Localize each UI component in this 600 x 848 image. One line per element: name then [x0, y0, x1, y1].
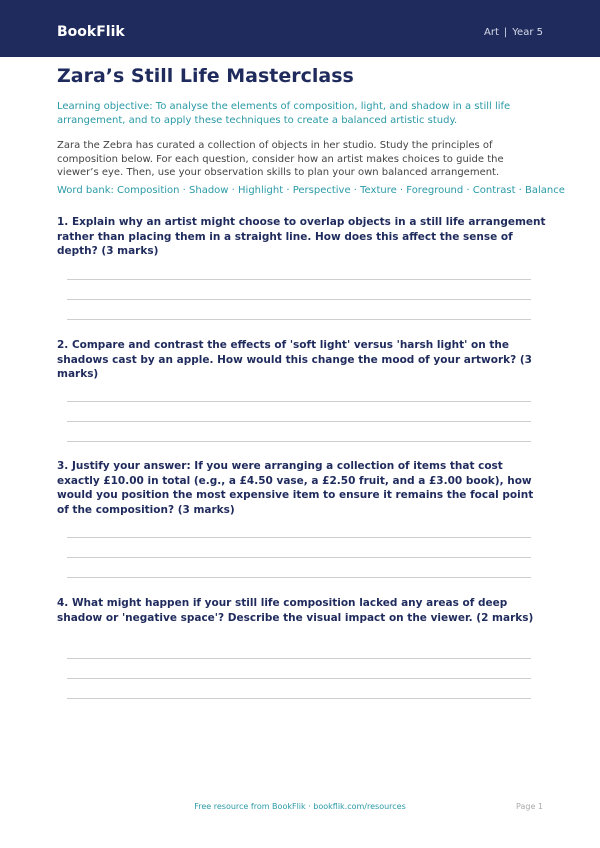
- answer-line[interactable]: [67, 698, 531, 699]
- subject-label: Art: [484, 27, 499, 38]
- page-number: Page 1: [516, 802, 543, 811]
- question-3: 3. Justify your answer: If you were arranging a collection of items that cost exactly £10.00 in total (e.g., a £4.50 vase, a £2.50 fruit, and a £3.00 book), how would you position the most expensive item to ensure it remains the focal point of the composition? (3 marks): [57, 460, 534, 516]
- answer-line[interactable]: [67, 319, 531, 320]
- year-label: Year 5: [512, 27, 543, 38]
- answer-line[interactable]: [67, 421, 531, 422]
- answer-line[interactable]: [67, 401, 531, 402]
- answer-line[interactable]: [67, 279, 531, 280]
- learning-objective: Learning objective: To analyse the elements of composition, light, and shadow in a still life arrangement, and to apply these techniques to create a balanced artistic study.: [57, 101, 511, 126]
- answer-line[interactable]: [67, 441, 531, 442]
- subject-year-label: [484, 26, 543, 40]
- header-bar: [0, 0, 600, 57]
- answer-line[interactable]: [67, 557, 531, 558]
- brand-logo[interactable]: BookFlik: [57, 24, 125, 40]
- question-4: 4. What might happen if your still life composition lacked any areas of deep shadow or 'negative space'? Describe the visual impact on the viewer. (2 marks): [57, 597, 534, 624]
- answer-line[interactable]: [67, 537, 531, 538]
- answer-line[interactable]: [67, 678, 531, 679]
- meta-separator: |: [503, 27, 508, 38]
- answer-line[interactable]: [67, 658, 531, 659]
- question-1: 1. Explain why an artist might choose to overlap objects in a still life arrangement rather than placing them in a straight line. How does this affect the sense of depth? (3 marks): [57, 216, 546, 257]
- question-2: 2. Compare and contrast the effects of 'soft light' versus 'harsh light' on the shadows cast by an apple. How would this change the mood of your artwork? (3 marks): [57, 339, 532, 380]
- page-title: Zara’s Still Life Masterclass: [57, 65, 354, 87]
- word-bank: Word bank: Composition · Shadow · Highlight · Perspective · Texture · Foreground · Contrast · Balance: [57, 185, 565, 196]
- answer-line[interactable]: [67, 299, 531, 300]
- footer-credit[interactable]: Free resource from BookFlik · bookflik.com/resources: [194, 802, 406, 811]
- intro-text: Zara the Zebra has curated a collection of objects in her studio. Study the principles of composition below. For each question, consider how an artist makes choices to guide the viewer’s eye. Then, use your observation skills to plan your own balanced arrangement.: [57, 140, 504, 178]
- answer-line[interactable]: [67, 577, 531, 578]
